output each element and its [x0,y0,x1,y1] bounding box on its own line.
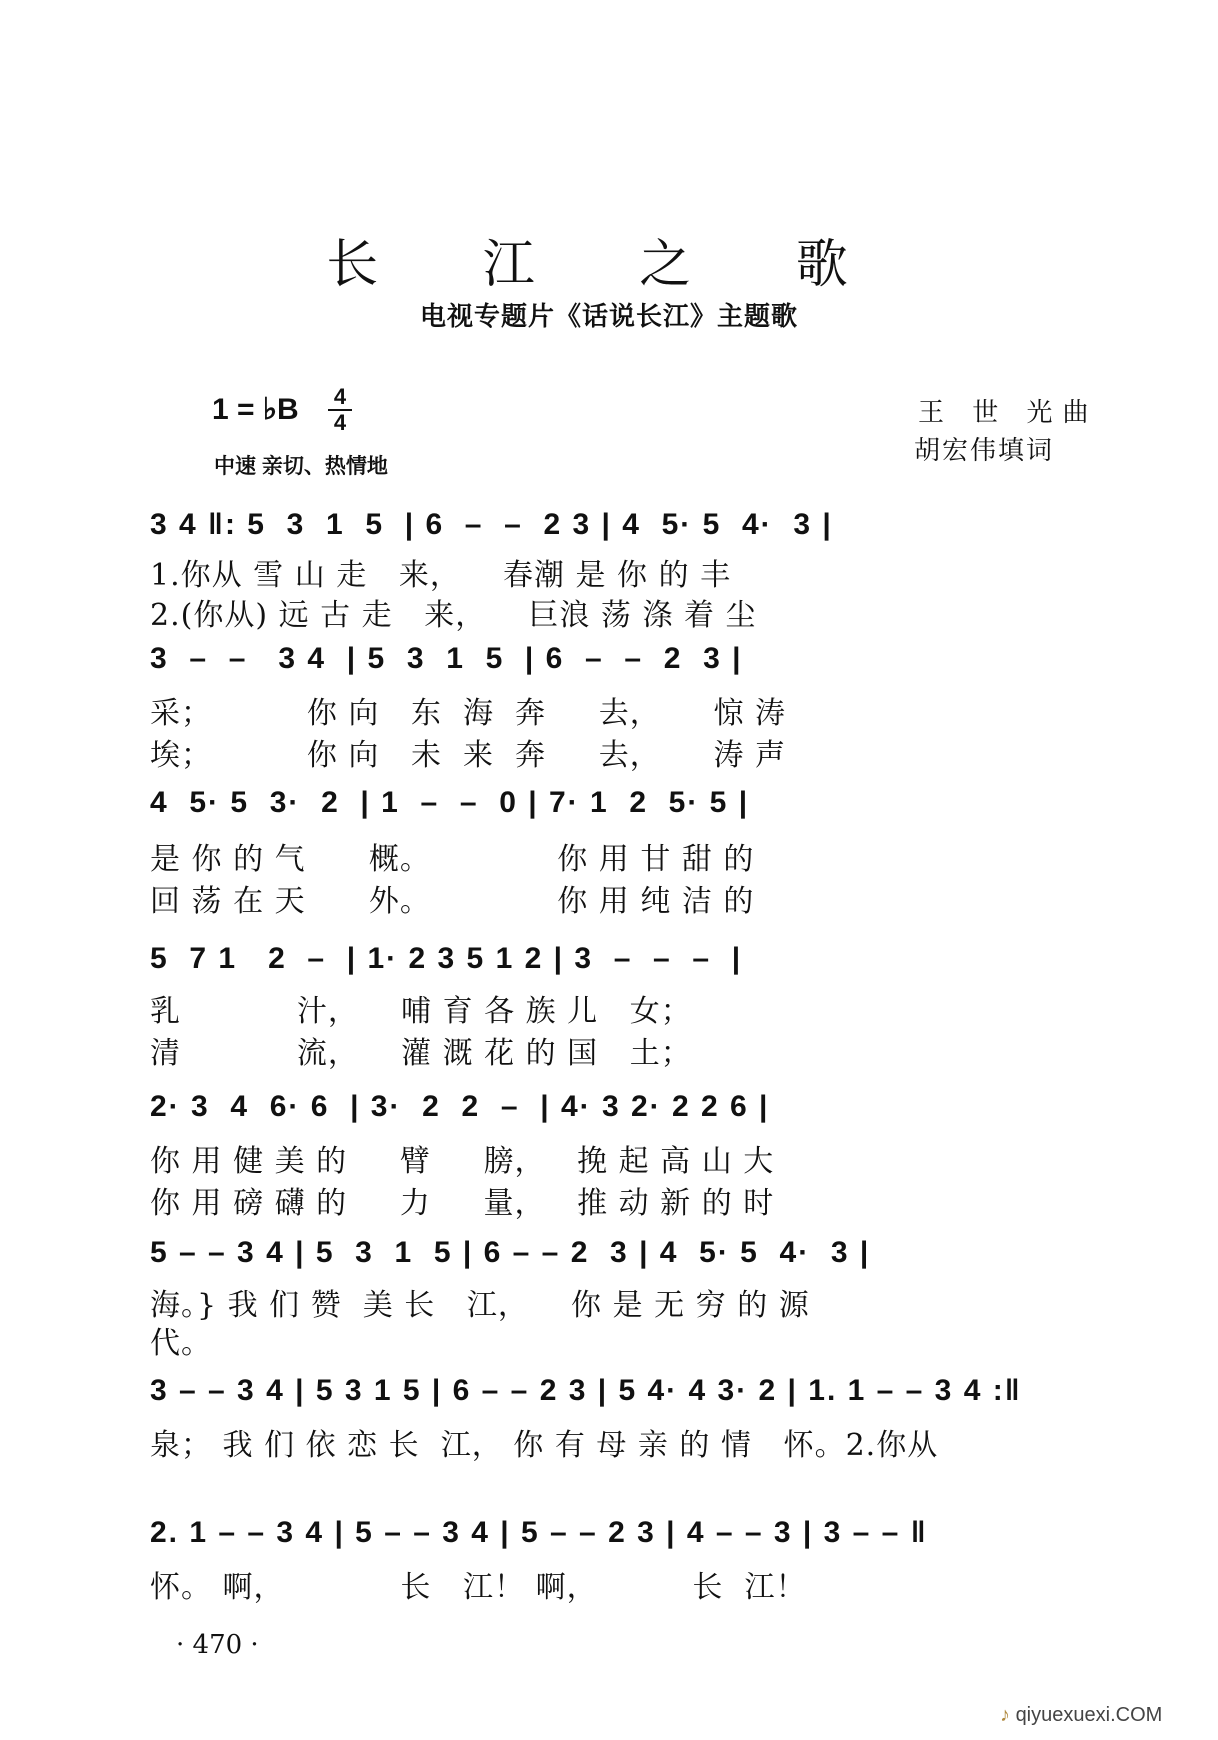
system-8-lyrics: 怀。 啊， 长 江！ 啊， 长 江！ [150,1570,807,1605]
system-4-notes: 5 7 1 2 – | 1· 2 3 5 1 2 | 3 – – – | [150,942,743,975]
system-2-lyrics-verse-2: 埃； 你 向 未 来 奔 去， 涛 声 [150,738,787,773]
composer-credit: 王 世 光曲 [918,398,1099,428]
system-2-notes: 3 – – 3 4 | 5 3 1 5 | 6 – – 2 3 | [150,642,743,675]
system-1-lyrics-verse-1: 1.你从 雪 山 走 来， 春潮 是 你 的 丰 [150,558,732,593]
time-signature [328,385,352,435]
system-8-notes: 2. 1 – – 3 4 | 5 – – 3 4 | 5 – – 2 3 | 4 – – 3 | 3 – – ‖ [150,1516,928,1549]
page-number: · 470 · [176,1630,259,1660]
system-3-notes: 4 5· 5 3· 2 | 1 – – 0 | 7· 1 2 5· 5 | [150,786,750,819]
system-5-lyrics-verse-1: 你 用 健 美 的 臂 膀， 挽 起 高 山 大 [150,1144,775,1179]
system-1-lyrics-verse-2: 2.(你从) 远 古 走 来， 巨浪 荡 涤 着 尘 [150,598,757,633]
key-signature: 1 = ♭B [212,393,299,426]
site-watermark [1000,1704,1162,1727]
time-signature-top: 4 [333,384,347,409]
lyricist-credit: 胡宏伟填词 [914,436,1055,466]
system-4-lyrics-verse-1: 乳 汁， 哺 育 各 族 儿 女； [150,994,692,1029]
system-3-lyrics-verse-1: 是 你 的 气 概。 你 用 甘 甜 的 [150,842,755,877]
tempo-marking: 中速 亲切、热情地 [214,455,388,478]
music-note-icon: ♪ [1000,1704,1010,1726]
system-2-lyrics-verse-1: 采； 你 向 东 海 奔 去， 惊 涛 [150,696,787,731]
system-7-lyrics: 泉； 我 们 依 恋 长 江， 你 有 母 亲 的 情 怀。2.你从 [150,1428,939,1463]
system-6-lyrics-chorus: 海。} 我 们 赞 美 长 江， 你 是 无 穷 的 源 [150,1288,810,1323]
time-signature-bottom: 4 [328,409,352,435]
system-6-lyrics-verse-2-end: 代。 [150,1326,212,1361]
system-1-notes: 3 4 ‖: 5 3 1 5 | 6 – – 2 3 | 4 5· 5 4· 3 | [150,508,833,541]
song-title: 长 江 之 歌 [326,235,892,295]
system-5-notes: 2· 3 4 6· 6 | 3· 2 2 – | 4· 3 2· 2 2 6 | [150,1090,770,1123]
watermark-text: qiyuexuexi.COM [1015,1704,1163,1726]
system-7-notes: 3 – – 3 4 | 5 3 1 5 | 6 – – 2 3 | 5 4· 4 3· 2 | 1. 1 – – 3 4 :‖ [150,1374,1022,1407]
system-3-lyrics-verse-2: 回 荡 在 天 外。 你 用 纯 洁 的 [150,884,755,919]
system-4-lyrics-verse-2: 清 流， 灌 溉 花 的 国 土； [150,1036,692,1071]
system-6-notes: 5 – – 3 4 | 5 3 1 5 | 6 – – 2 3 | 4 5· 5 4· 3 | [150,1236,871,1269]
song-subtitle: 电视专题片《话说长江》主题歌 [419,302,798,332]
system-5-lyrics-verse-2: 你 用 磅 礴 的 力 量， 推 动 新 的 时 [150,1186,775,1221]
